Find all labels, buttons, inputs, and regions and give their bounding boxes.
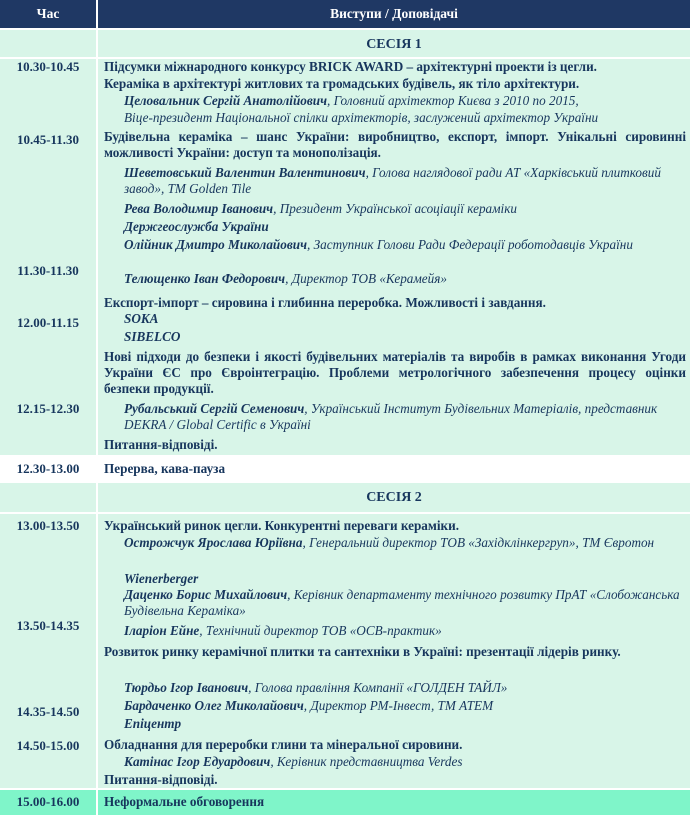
speaker-position: , Технічний директор ТОВ «ОСВ-практик» [199, 623, 442, 638]
speaker [124, 401, 686, 433]
topic: Нові підходи до безпеки і якості будівельних матеріалів та виробів в рамках виконання Угоди України ЄС про Євроінтеграцію. Проблеми метрологічного забезпечення процесу оцінки безпеки продукції. [104, 349, 686, 396]
speaker-position: , Голова наглядової ради АТ «Харківський плитковий завод», ТМ Golden Tile [124, 165, 661, 196]
speaker-name: Острожчук Ярослава Юріївна [124, 535, 303, 550]
qa-label: Питання-відповіді. [104, 772, 218, 787]
speaker-position: , Директор РМ-Інвест, ТМ АТЕМ [303, 698, 494, 713]
speaker-position: , Генеральний директор ТОВ «Західклінкергруп», ТМ Євротон [302, 535, 655, 550]
speaker [124, 754, 686, 770]
time-slot: 11.30-11.30 [17, 263, 79, 278]
speaker-name: Wienerberger [124, 571, 199, 586]
break-time: 12.30-13.00 [16, 461, 80, 476]
break-time-cell [0, 455, 96, 481]
speaker-position: , Президент Української асоціації кераміки [273, 201, 517, 216]
session1-content [98, 57, 690, 455]
header-talks: Виступи / Доповідачі [98, 0, 690, 28]
speaker-name: Держгеослужба України [124, 219, 269, 234]
time-slot: 10.45-11.30 [16, 132, 80, 147]
time-slot: 13.50-14.35 [16, 618, 80, 633]
session2-times [0, 512, 96, 788]
time-slot: 13.00-13.50 [16, 518, 80, 533]
speaker [124, 680, 686, 696]
break-label: Перерва, кава-пауза [104, 461, 226, 476]
speaker [124, 698, 686, 714]
speaker [124, 623, 686, 639]
time-slot: 10.30-10.45 [16, 59, 80, 74]
speaker-position: , Заступник Голови Ради Федерації роботодавців України [307, 237, 633, 252]
header-time: Час [0, 0, 96, 28]
speaker-position: , Головний архітектор Києва з 2010 по 2015, [327, 93, 579, 108]
speaker [124, 93, 686, 109]
speaker-name: Целовальник Сергій Анатолійович [124, 93, 328, 108]
time-slot: 12.00-11.15 [16, 315, 80, 330]
topic: Розвиток ринку керамічної плитки та сантехніки в Україні: презентації лідерів ринку. [104, 644, 621, 659]
topic: Обладнання для переробки глини та мінеральної сировини. [104, 737, 463, 752]
final-time: 15.00-16.00 [16, 794, 80, 809]
speaker-name: Епіцентр [124, 716, 182, 731]
speaker [124, 165, 686, 197]
final-label: Неформальне обговорення [104, 794, 265, 809]
speaker-name: Іларіон Ейне [124, 623, 200, 638]
break-cell [98, 455, 690, 481]
speaker-position: , Український Інститут Будівельних Матеріалів, представник DEKRA / Global Certific в Україні [124, 401, 658, 432]
session1-times [0, 57, 96, 455]
final-cell [98, 788, 690, 815]
topic: Експорт-імпорт – сировина і глибинна переробка. Можливості і завдання. [104, 295, 546, 310]
session1-title: СЕСІЯ 1 [98, 28, 690, 57]
speaker [124, 535, 686, 551]
session2-title-left [0, 481, 96, 512]
time-slot: 14.50-15.00 [16, 738, 80, 753]
speaker [124, 237, 686, 253]
session1-title-left [0, 28, 96, 57]
speaker-name: Бардаченко Олег Миколайович [124, 698, 304, 713]
speaker-name: Даценко Борис Михайлович [124, 587, 288, 602]
topic: Український ринок цегли. Конкурентні переваги кераміки. [104, 518, 460, 533]
topic: Кераміка в архітектурі житлових та громадських будівель, як тіло архітектури. [104, 76, 580, 91]
speaker-position: , Директор ТОВ «Керамейя» [285, 271, 447, 286]
speaker-name: Рубальський Сергій Семенович [124, 401, 305, 416]
session2-content [98, 512, 690, 788]
qa-label: Питання-відповіді. [104, 437, 218, 452]
speaker-name: Шеветовський Валентин Валентинович [124, 165, 366, 180]
speaker-position: , Керівник департаменту технічного розвитку ПрАТ «Слобожанська Будівельна Кераміка» [124, 587, 680, 618]
session2-title: СЕСІЯ 2 [98, 481, 690, 512]
time-slot: 12.15-12.30 [16, 401, 80, 416]
speaker-name: Рева Володимир Іванович [124, 201, 274, 216]
speaker-name: Олійник Дмитро Миколайович [124, 237, 307, 252]
speaker-position: , Керівник представництва Verdes [270, 754, 463, 769]
speaker-name: Телющенко Іван Федорович [124, 271, 286, 286]
topic: Підсумки міжнародного конкурсу BRICK AWARD – архітектурні проекти із цегли. [104, 59, 597, 74]
speaker [124, 587, 686, 619]
speaker-position: , Голова правління Компанії «ГОЛДЕН ТАЙЛ» [248, 680, 508, 695]
speaker-name: Катінас Ігор Едуардович [124, 754, 271, 769]
final-time-cell [0, 788, 96, 815]
speaker-name: SOKA [124, 311, 159, 326]
speaker [124, 271, 686, 287]
speaker-name: SIBELCO [124, 329, 181, 344]
time-slot: 14.35-14.50 [16, 704, 80, 719]
topic: Будівельна кераміка – шанс України: виробництво, експорт, імпорт. Унікальні сировинні можливості України: доступ та монополізація. [104, 129, 686, 160]
speaker-position: Віце-президент Національної спілки архітекторів, заслужений архітектор України [124, 110, 599, 125]
speaker [124, 201, 686, 217]
speaker-name: Тюрдьо Ігор Іванович [124, 680, 249, 695]
